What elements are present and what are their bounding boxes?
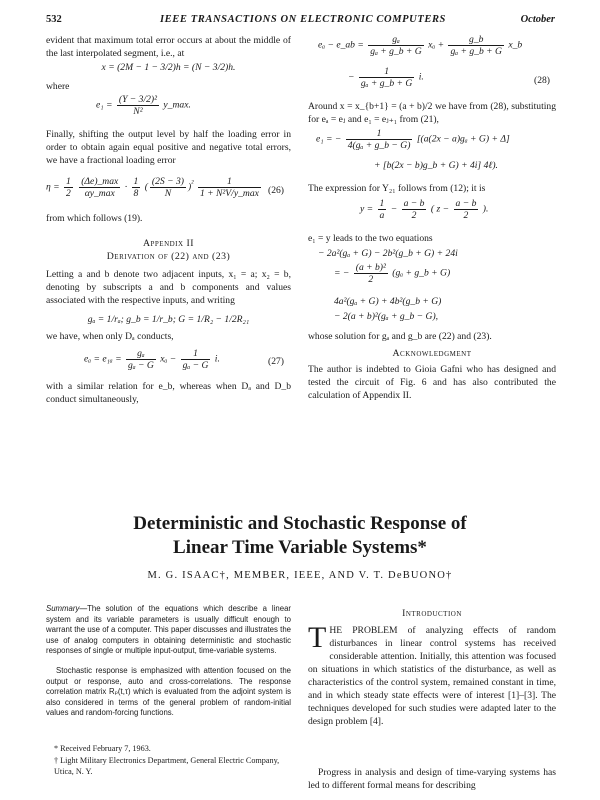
equation-system-4: − 2(a + b)²(gₐ + g_b − G), (334, 311, 439, 322)
eq26-lhs: η = (46, 181, 63, 193)
equation-28-line-1 (318, 34, 522, 57)
eq28-f1-num: gₐ (368, 34, 423, 46)
summary (46, 604, 291, 657)
eq-e1x-den: 4(gₐ + g_b − G) (347, 140, 411, 151)
introduction-paragraph-2: Progress in analysis and design of time-varying systems has led to different formal means for describing (308, 767, 556, 791)
journal-title: IEEE TRANSACTIONS ON ELECTRONIC COMPUTERS (160, 14, 446, 25)
left-paragraph-1: evident that maximum total error occurs at about the middle of the last interpolated segment, i.e., at (46, 35, 291, 59)
eq-e1-lhs: e₁ = (96, 99, 115, 111)
eq-y-frac-3 (454, 198, 479, 221)
eq27-frac-1 (126, 348, 156, 371)
eq28-f3-num: 1 (359, 66, 414, 78)
eq-y-f2-num: a − b (403, 198, 425, 209)
summary-label: Summary— (46, 604, 88, 613)
introduction-paragraph-1-text: HE PROBLEM of analyzing effects of random disturbances in linear control systems has received considerable attention. Initially, this attention was focused on situations in which statistics of the disturbance, as well as characteristics of the control system, remained constant in time, and in which steady state effects were of interest [1]–[3]. The techniques developed for such studies were adapted later to the design problem [4]. (308, 625, 556, 727)
eq-y-f3-den: 2 (463, 210, 469, 221)
eq28-f3-den: gₐ + g_b + G (360, 78, 413, 89)
equation-system-3: 4a²(gₐ + G) + 4b²(g_b + G) (334, 296, 442, 307)
right-paragraph-2: The expression for Y₂₁ follows from (12); it is (308, 183, 486, 194)
eq27-f1-num: gₐ (126, 348, 156, 360)
eq-e1-tail: y_max. (163, 99, 191, 111)
eq28-line2-pre: − (348, 71, 357, 83)
where-label: where (46, 81, 70, 92)
equation-system-2 (334, 262, 450, 285)
summary-text: The solution of the equations which describe a linear system and its variable parameters is usually difficult enough to warrant the use of a computer. This paper discusses and illustrates the use of analog computers in obtaining deterministic and stochastic responses of single or multiple input-output, time-variable systems. (46, 604, 291, 656)
eq28-f2-num: g_b (448, 34, 503, 46)
eq-sys2-tail: (gₐ + g_b + G) (392, 267, 451, 279)
eq28-mid: xₐ + (428, 39, 447, 51)
paper-title-line-2: Linear Time Variable Systems* (173, 537, 427, 558)
eq28-f2-den: gₐ + g_b + G (450, 46, 502, 57)
right-paragraph-3: e₁ = y leads to the two equations (308, 233, 433, 244)
eq28-f1-den: gₐ + g_b + G (370, 46, 422, 57)
eq28-line2-tail: i. (418, 71, 424, 83)
eq-e1x-num: 1 (346, 128, 413, 140)
eq-e1-fraction (117, 94, 159, 117)
eq-e1x-fraction (346, 128, 413, 151)
eq26-frac-2 (79, 176, 120, 199)
equation-x: x = (2M − 1 − 3/2)h = (N − 3/2)h. (101, 62, 236, 73)
eq26-tag: (26) (268, 185, 284, 196)
equation-e1 (96, 94, 191, 117)
eq-e1-den: N² (133, 106, 143, 117)
equation-28-line-2 (348, 66, 424, 89)
introduction-paragraph-1 (308, 621, 556, 728)
acknowledgment-text: The author is indebted to Gioia Gafni who has designed and tested the circuit of Fig. 6 and has also contributed the calculation of Appendix II. (308, 364, 556, 401)
eq27-f1-den: gₐ − G (128, 360, 154, 371)
introduction-dropcap: T (308, 621, 327, 654)
eq27-frac-2 (181, 348, 211, 371)
summary-paragraph-2: Stochastic response is emphasized with attention focused on the output or response, auto and cross-correlations. The response correlation matrix Rₚ(t,τ) which is evaluated from the adjoint system is also considered in terms of the general problem of random-initial values and random-forcing functions. (46, 666, 291, 718)
eq-e1x-lhs: e₁ = − (316, 133, 344, 145)
eq26-f3-den: 8 (133, 188, 139, 199)
eq28-tail: x_b (508, 39, 523, 51)
eq28-tag: (28) (534, 75, 550, 86)
eq-y-f1-den: a (379, 210, 385, 221)
eq28-frac-1 (368, 34, 423, 57)
eq-y-f3-num: a − b (455, 198, 477, 209)
appendix-paragraph-2: we have, when only Dₐ conducts, (46, 331, 174, 342)
eq-sys2-pre: = − (334, 267, 352, 279)
eq27-mid: xₐ − (160, 353, 179, 365)
equation-system-1: − 2a²(gₐ + G) − 2b²(g_b + G) + 24i (318, 248, 458, 259)
right-paragraph-4: whose solution for gₐ and g_b are (22) and (23). (308, 331, 492, 342)
eq26-f2-den: αy_max (84, 188, 115, 199)
equation-e1-expansion (316, 128, 510, 151)
eq26-mid: · (124, 181, 130, 193)
eq26-frac-4 (150, 176, 186, 199)
issue-month: October (520, 14, 555, 25)
left-paragraph-3: from which follows (19). (46, 213, 143, 224)
appendix-subtitle: Derivation of (22) and (23) (106, 251, 231, 262)
eq27-tail: i. (214, 353, 220, 365)
eq-sys2-den: 2 (368, 274, 374, 285)
acknowledgment-title: Acknowledgment (392, 348, 472, 359)
eq26-frac-5 (198, 176, 261, 199)
left-paragraph-2: Finally, shifting the output level by half the loading error in order to obtain again equal positive and negative total errors, we have a fractional loading error (46, 129, 291, 166)
eq26-f4-den: N (164, 188, 172, 199)
eq28-frac-2 (448, 34, 503, 57)
page-number: 532 (46, 14, 62, 25)
footnote-received: * Received February 7, 1963. (54, 744, 151, 753)
eq28-frac-3 (359, 66, 414, 89)
equation-y (360, 198, 488, 221)
eq-y-f2-den: 2 (411, 210, 417, 221)
eq-y-frac-2 (402, 198, 427, 221)
eq27-f2-den: gₐ − G (182, 360, 209, 371)
appendix-title: Appendix II (142, 238, 195, 249)
eq26-exponent: ² (191, 178, 194, 188)
eq-y-f1-num: 1 (379, 198, 385, 209)
appendix-paragraph-1: Letting a and b denote two adjacent inputs, x₁ = a; x₂ = b, denoting by subscripts a and b components and values associated with the respective inputs, and writing (46, 269, 291, 306)
eq-y-close: ). (482, 203, 489, 215)
eq26-f4-num: (2S − 3) (151, 176, 184, 187)
eq26-f5-den: 1 + N²V/y_max (199, 188, 259, 199)
eq-e1-num: (Y − 3/2)² (118, 94, 158, 105)
paper-authors: M. G. ISAAC†, MEMBER, IEEE, AND V. T. DeBUONO† (147, 570, 453, 581)
eq-e1x-tail: [(a(2x − a)gₐ + G) + Δ] (416, 133, 510, 145)
eq-y-paren: ( z − (430, 203, 452, 215)
eq26-f1-num: 1 (66, 176, 71, 187)
eq-y-lhs: y = (360, 203, 376, 215)
eq-y-frac-1 (378, 198, 387, 221)
paper-title-line-1: Deterministic and Stochastic Response of (133, 513, 467, 534)
eq27-f2-num: 1 (181, 348, 211, 360)
equation-e1-line-2: + [b(2x − b)g_b + G) + 4i] 4ℓ). (374, 160, 498, 171)
eq26-frac-1 (64, 176, 73, 199)
eq27-tag: (27) (268, 356, 284, 367)
eq26-frac-3 (132, 176, 141, 199)
appendix-paragraph-3: with a similar relation for e_b, whereas when Dₐ and D_b conduct simultaneously, (46, 381, 291, 405)
right-paragraph-1: Around x = x_{b+1} = (a + b)/2 we have from (28), substituting for eₐ = eⱼ and e₁ = eⱼ₊₁ from (21), (308, 101, 556, 125)
eq26-f5-num: 1 (198, 176, 261, 188)
eq-sys2-fraction (354, 262, 388, 285)
eq26-f3-num: 1 (133, 176, 139, 187)
eq-y-mid: − (390, 203, 400, 215)
eq27-lhs: eₐ = e₁ₐ = (84, 353, 125, 365)
equation-26: η = $\frac{1}{2}$ $\frac{(\Delta e)\_\max}{\alpha y\_\max}$ · $\frac{1}{8}$ ( $\frac{(2S - 3)}{N}$ )$^{^2}$ $\frac{1}{\text{1 + N²V/y\_max}}$ (46, 176, 259, 199)
introduction-title: Introduction (402, 608, 462, 619)
eq-sys2-num: (a + b)² (355, 262, 386, 273)
eq26-f2-num: (Δe)_max (81, 176, 119, 187)
eq26-f1-den: 2 (66, 188, 71, 199)
footnote-affiliation: † Light Military Electronics Department, General Electric Company, Utica, N. Y. (54, 756, 280, 776)
eq28-lhs: eₐ − e_ab = (318, 39, 367, 51)
equation-27 (84, 348, 220, 371)
equation-g: gₐ = 1/rₐ; g_b = 1/r_b; G = 1/R₂ − 1/2R₂₁ (87, 314, 250, 325)
